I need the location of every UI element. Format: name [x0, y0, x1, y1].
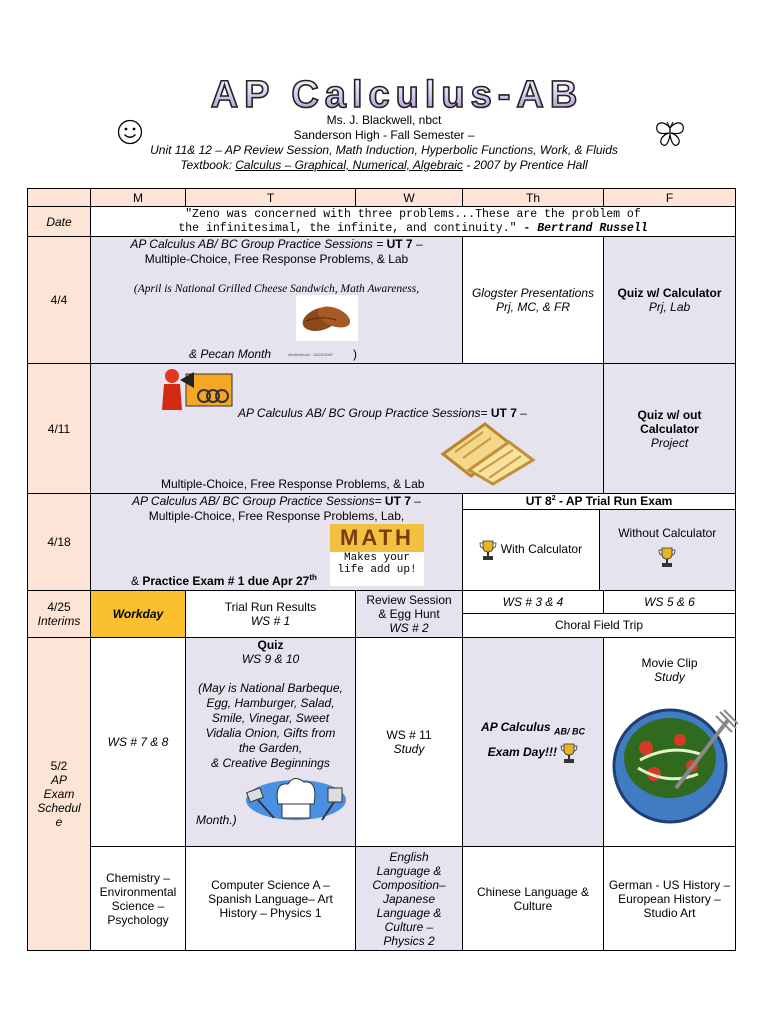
week-row-4-11	[28, 364, 736, 494]
week-row-4-18	[28, 494, 736, 591]
week5-f-cell	[604, 638, 736, 847]
w1-line1-text: AP Calculus AB/ BC Group Practice Sessions =	[130, 237, 387, 251]
day-header-m: M	[91, 189, 186, 207]
week-row-4-4	[28, 237, 736, 364]
teacher-name: Ms. J. Blackwell, nbct	[326, 113, 442, 127]
w5-date-line3: Exam	[43, 787, 75, 801]
w5-th-line1	[463, 720, 603, 736]
w5-w-line1: WS # 11	[386, 728, 432, 742]
textbook-line	[0, 158, 768, 173]
week2-f-cell	[604, 364, 736, 494]
week3-main-line1	[91, 494, 462, 508]
w4-t-line1: Trial Run Results	[224, 600, 317, 614]
week1-main-line1	[91, 237, 462, 251]
week1-main-cell	[91, 237, 463, 364]
w5-t-ws: WS 9 & 10	[241, 652, 300, 666]
week3-exam-cell	[463, 494, 736, 591]
without-calc-label: Without Calculator	[618, 526, 717, 541]
w3-ut: UT 7	[384, 494, 411, 508]
w3-line3-sup: th	[309, 573, 317, 582]
week3-main-cell	[91, 494, 463, 591]
w5-date-line2: AP	[50, 773, 67, 787]
w2-f-line2: Calculator	[640, 421, 699, 436]
megaphone-person-image	[158, 366, 234, 416]
week3-main-line2: Multiple-Choice, Free Response Problems, Lab,	[148, 509, 405, 523]
w5-th-text: AP Calculus	[481, 719, 554, 734]
week1-note: (April is National Grilled Cheese Sandwich, Math Awareness,	[133, 283, 420, 295]
w4-w-line1: Review Session	[366, 593, 452, 607]
w3-line1-end: –	[410, 494, 421, 508]
ut8-header	[463, 494, 735, 509]
trophy-icon	[479, 539, 497, 561]
w5-w-line2: Study	[393, 742, 425, 756]
exam-w: English Language & Composition– Japanese Language & Culture – Physics 2	[356, 847, 463, 951]
w3-line1-text: AP Calculus AB/ BC Group Practice Sessions=	[132, 494, 385, 508]
grilled-cheese-image	[439, 420, 537, 486]
page-title	[112, 74, 682, 114]
w5-t-note2: & Creative Beginnings	[211, 756, 330, 770]
w5-f-line2: Study	[654, 670, 685, 684]
math-sub2: life add up!	[337, 564, 417, 576]
quote-line-1: "Zeno was concerned with three problems...These are the problem of	[185, 207, 641, 221]
w4-f: WS 5 & 6	[604, 591, 736, 613]
day-header-t: T	[186, 189, 356, 207]
week-date: 5/2	[50, 759, 68, 773]
w1-th-line2: Prj, MC, & FR	[496, 300, 570, 314]
w2-line1-text: AP Calculus AB/ BC Group Practice Sessions=	[238, 406, 491, 420]
week-date: 4/4	[28, 237, 91, 364]
quote-line-2	[91, 222, 735, 236]
w4-w-line3: WS # 2	[389, 621, 429, 635]
w5-f-line1: Movie Clip	[641, 656, 698, 670]
exam-m: Chemistry – Environmental Science – Psychology	[91, 847, 186, 951]
week1-f-cell	[604, 237, 736, 364]
choral-field-trip: Choral Field Trip	[554, 618, 644, 633]
week2-main-line1	[238, 406, 527, 420]
w5-date-line4: Schedul	[37, 801, 81, 815]
week-row-5-2	[28, 638, 736, 847]
textbook-prefix: Textbook:	[180, 158, 236, 172]
textbook-title: Calculus – Graphical, Numerical, Algebraic	[235, 158, 463, 172]
exam-th: Chinese Language & Culture	[463, 847, 604, 951]
week5-t-cell	[186, 638, 356, 847]
week1-main-line2: Multiple-Choice, Free Response Problems, & Lab	[144, 252, 409, 266]
math-word: MATH	[330, 524, 424, 552]
page-title-text: AP Calculus-AB	[210, 74, 584, 114]
bbq-tools-image	[244, 770, 348, 826]
w1-ut: UT 7	[386, 237, 413, 251]
pecan-caption: shutterstock · 182424067	[288, 352, 334, 357]
w2-line1-end: –	[516, 406, 527, 420]
pecan-image	[296, 295, 358, 341]
quote-text-2: the infinitesimal, the infinite, and continuity."	[178, 221, 517, 235]
w5-t-note: (May is National Barbeque, Egg, Hamburger, Salad, Smile, Vinegar, Sweet Vidalia Onion, Gifts from the Garden,	[198, 681, 343, 755]
date-label: Date	[28, 207, 91, 237]
unit-line: Unit 11& 12 – AP Review Session, Math Induction, Hyperbolic Functions, Work, & Fluids	[150, 143, 618, 157]
schedule-table	[27, 188, 736, 951]
week2-main-cell	[91, 364, 604, 494]
week-date: 4/18	[28, 494, 91, 591]
w5-th-line2-wrap	[463, 742, 603, 764]
w5-th-sub: AB/ BC	[553, 726, 585, 737]
textbook-suffix: - 2007 by Prentice Hall	[462, 158, 588, 172]
week5-th-cell	[463, 638, 604, 847]
exam-t: Computer Science A – Spanish Language– Art History – Physics 1	[186, 847, 356, 951]
quote-row	[28, 207, 736, 237]
w1-th-line1: Glogster Presentations	[471, 286, 595, 300]
week1-note-end	[189, 347, 271, 361]
day-header-th: Th	[463, 189, 604, 207]
quote-cell	[91, 207, 736, 237]
week-row-4-25	[28, 591, 736, 638]
week4-w-cell	[356, 591, 463, 638]
w5-date-line5: e	[55, 815, 63, 829]
week5-date-cell	[28, 638, 91, 951]
week-date: 4/11	[28, 364, 91, 494]
week4-t-cell	[186, 591, 356, 638]
math-sign-image	[330, 524, 424, 586]
exam-schedule-row	[28, 847, 736, 951]
week2-main-line2: Multiple-Choice, Free Response Problems, & Lab	[161, 477, 425, 491]
ut8-sup: 2	[551, 495, 556, 503]
w1-line1-end: –	[412, 237, 423, 251]
w4-w-line2: & Egg Hunt	[378, 607, 440, 621]
w1-note-end-text: & Pecan Month	[189, 347, 272, 361]
w4-th: WS # 3 & 4	[463, 591, 604, 613]
w1-f-line2: Prj, Lab	[648, 300, 691, 314]
day-header-row	[28, 189, 736, 207]
week4-thf-inner	[463, 591, 735, 637]
w4-t-line2: WS # 1	[250, 614, 291, 628]
week-date: 4/25	[47, 600, 71, 614]
w1-f-line1: Quiz w/ Calculator	[617, 286, 722, 300]
week1-th-cell	[463, 237, 604, 364]
without-calc-cell	[599, 509, 735, 590]
w5-t-note3: Month.)	[196, 813, 237, 827]
school-name: Sanderson High - Fall Semester –	[293, 128, 475, 142]
week5-m-cell: WS # 7 & 8	[91, 638, 186, 847]
workday-cell: Workday	[91, 591, 186, 638]
w2-f-line3: Project	[650, 435, 689, 450]
week4-thf-cell	[463, 591, 736, 638]
ut8-rest: - AP Trial Run Exam	[555, 494, 673, 509]
quote-author: - Bertrand Russell	[516, 221, 648, 235]
week4-sub: Interims	[37, 614, 81, 628]
w3-line3-bold: Practice Exam # 1 due Apr 27	[142, 574, 310, 588]
w5-th-line2: Exam Day!!!	[487, 745, 557, 760]
math-sub1: Makes your	[343, 552, 410, 564]
w2-f-line1: Quiz w/ out	[637, 407, 702, 422]
week5-w-cell	[356, 638, 463, 847]
week4-date-cell	[28, 591, 91, 638]
day-header-w: W	[356, 189, 463, 207]
salad-bowl-image	[610, 704, 738, 828]
week1-note-close: )	[353, 347, 357, 361]
week3-main-line3	[131, 573, 317, 588]
day-header-f: F	[604, 189, 736, 207]
exam-f: German - US History – European History – Studio Art	[604, 847, 736, 951]
corner-cell	[28, 189, 91, 207]
w3-line3-prefix: &	[131, 574, 143, 588]
w2-ut: UT 7	[490, 406, 517, 420]
w5-t-quiz: Quiz	[257, 638, 284, 652]
with-calc-cell	[463, 509, 599, 590]
ut8-label: UT 8	[525, 494, 552, 509]
trophy-icon	[560, 742, 578, 764]
with-calc-label: With Calculator	[500, 541, 583, 556]
trophy-icon	[658, 544, 676, 570]
week3-exam-inner	[463, 494, 735, 590]
